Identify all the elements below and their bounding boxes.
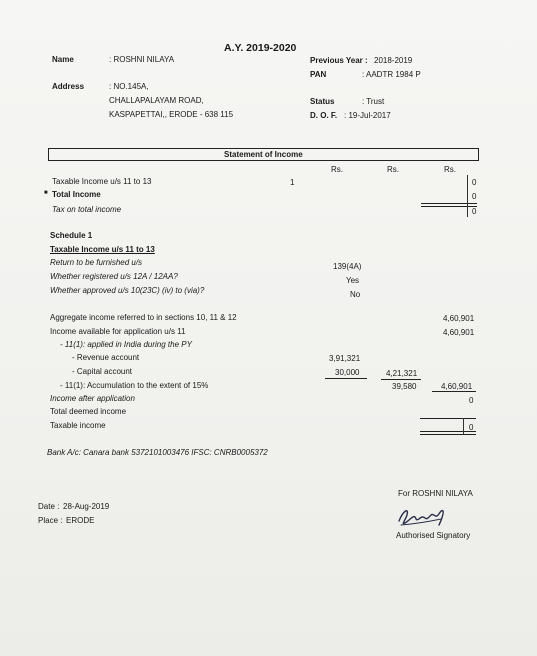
taxable-income-final-value: 0	[469, 423, 474, 432]
total-income-label: Total Income	[52, 190, 101, 199]
date-value: 28-Aug-2019	[63, 502, 110, 511]
taxable-upper-rule	[420, 418, 476, 419]
statement-title: Statement of Income	[224, 150, 303, 159]
accumulation-label: - 11(1): Accumulation to the extent of 15%	[60, 381, 209, 390]
address-line-3: KASPAPETTAI,, ERODE - 638 115	[109, 110, 234, 119]
previous-year-value: 2018-2019	[374, 56, 413, 65]
column-rule	[467, 175, 468, 217]
previous-year-label: Previous Year :	[310, 56, 368, 65]
bullet-icon: ■	[44, 190, 48, 196]
date-label: Date :	[38, 502, 60, 511]
taxable-income-mark: 1	[290, 178, 295, 187]
signature-image	[393, 501, 455, 534]
assessment-year-title: A.Y. 2019-2020	[224, 42, 297, 54]
tax-label: Tax on total income	[52, 205, 122, 214]
approved-label: Whether approved u/s 10(23C) (iv) to (via)?	[50, 286, 205, 295]
total-income-value: 0	[472, 192, 477, 201]
income-after-application-label: Income after application	[50, 394, 135, 403]
income-after-application-value: 0	[469, 396, 474, 405]
schedule-subheading: Taxable Income u/s 11 to 13	[50, 245, 155, 254]
address-line-2: CHALLAPALAYAM ROAD,	[109, 96, 204, 105]
aggregate-income-value: 4,60,901	[443, 314, 475, 323]
revenue-account-label: - Revenue account	[72, 353, 140, 362]
column-header-3: Rs.	[444, 165, 456, 174]
total-deemed-income-label: Total deemed income	[50, 407, 127, 416]
schedule-heading: Schedule 1	[50, 231, 93, 240]
final-column-rule	[463, 418, 464, 435]
registered-label: Whether registered u/s 12A / 12AA?	[50, 272, 178, 281]
dof-label: D. O. F.	[310, 111, 338, 120]
for-company-text: For ROSHNI NILAYA	[398, 489, 473, 498]
tax-value: 0	[472, 207, 477, 216]
aggregate-income-label: Aggregate income referred to in sections 10, 11 & 12	[50, 313, 237, 322]
taxable-income-final-label: Taxable income	[50, 421, 106, 430]
column-header-2: Rs.	[387, 165, 399, 174]
authorised-signatory: Authorised Signatory	[396, 531, 471, 540]
place-label: Place :	[38, 516, 63, 525]
name-label: Name	[52, 55, 74, 64]
accumulation-underline	[432, 391, 476, 392]
dof-value: : 19-Jul-2017	[344, 111, 391, 120]
capital-underline	[325, 378, 367, 379]
accumulation-total-value: 4,60,901	[441, 382, 473, 391]
accumulation-value: 39,580	[392, 382, 417, 391]
status-label: Status	[310, 97, 335, 106]
address-label: Address	[52, 82, 85, 91]
revenue-account-value: 3,91,321	[329, 354, 361, 363]
capital-account-value: 30,000	[335, 368, 360, 377]
taxable-double-rule	[420, 431, 476, 435]
applied-total-underline	[381, 379, 421, 380]
address-line-1: : NO.145A,	[109, 82, 149, 91]
taxable-income-label: Taxable Income u/s 11 to 13	[52, 177, 152, 186]
approved-value: No	[350, 290, 361, 299]
total-double-rule	[421, 203, 477, 207]
name-value: : ROSHNI NILAYA	[109, 55, 175, 64]
taxable-income-value: 0	[472, 178, 477, 187]
column-header-1: Rs.	[331, 165, 343, 174]
applied-india-label: - 11(1): applied in India during the PY	[60, 340, 192, 349]
return-furnished-label: Return to be furnished u/s	[50, 258, 143, 267]
bank-details: Bank A/c: Canara bank 5372101003476 IFSC: CNRB0005372	[47, 448, 268, 457]
pan-label: PAN	[310, 70, 327, 79]
return-furnished-value: 139(4A)	[333, 262, 362, 271]
status-value: : Trust	[362, 97, 385, 106]
pan-value: : AADTR 1984 P	[362, 70, 421, 79]
capital-account-label: - Capital account	[72, 367, 133, 376]
applied-total-value: 4,21,321	[386, 369, 418, 378]
income-available-label: Income available for application u/s 11	[50, 327, 186, 336]
registered-value: Yes	[346, 276, 360, 285]
place-value: ERODE	[66, 516, 95, 525]
income-available-value: 4,60,901	[443, 328, 475, 337]
